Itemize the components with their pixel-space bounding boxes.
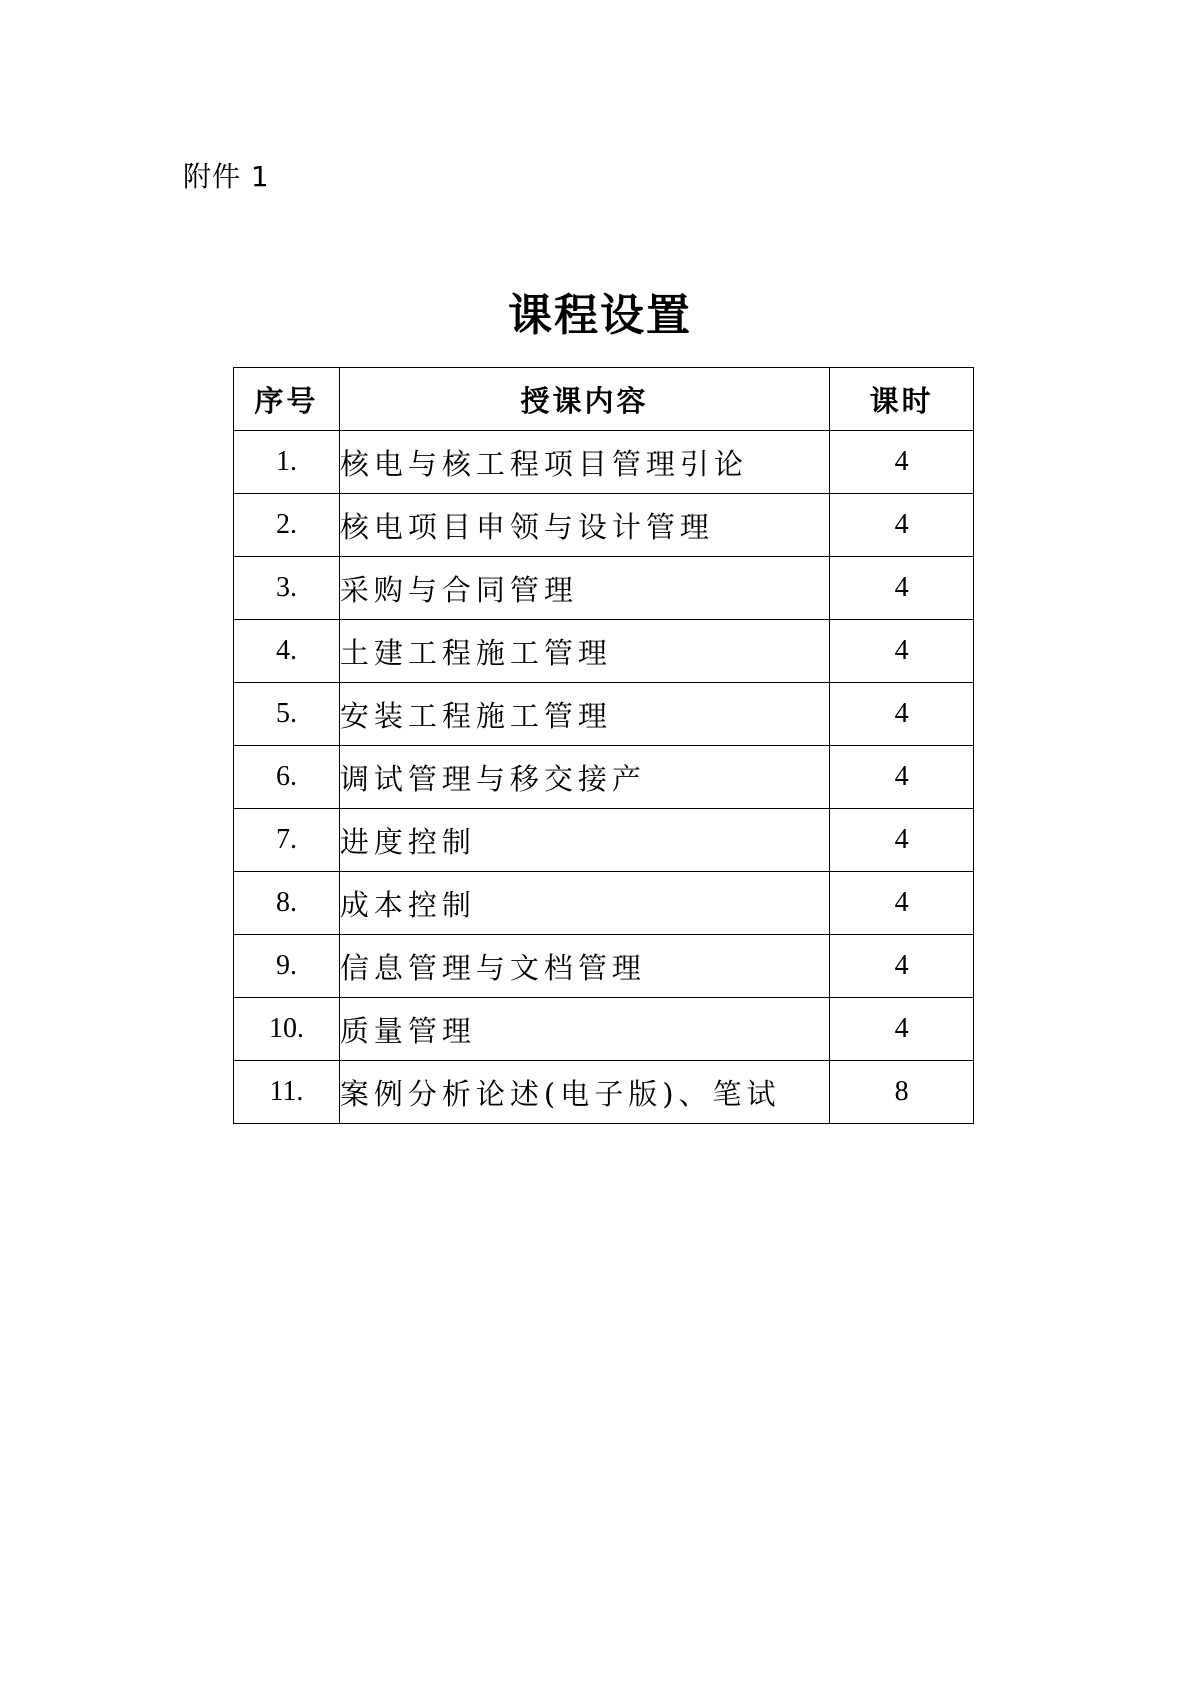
row-content: 土建工程施工管理 (339, 620, 829, 683)
row-index: 9. (234, 935, 340, 998)
header-index: 序号 (234, 368, 340, 431)
row-content: 进度控制 (339, 809, 829, 872)
attachment-label: 附件 1 (183, 160, 270, 193)
table-row (234, 494, 974, 557)
row-index: 3. (234, 557, 340, 620)
table-row (234, 935, 974, 998)
row-index: 2. (234, 494, 340, 557)
row-content: 调试管理与移交接产 (339, 746, 829, 809)
header-content: 授课内容 (339, 368, 829, 431)
row-index: 4. (234, 620, 340, 683)
row-hours: 4 (830, 746, 974, 809)
table-row (234, 1061, 974, 1124)
page-title: 课程设置 (508, 290, 692, 341)
table-row (234, 746, 974, 809)
row-content: 核电与核工程项目管理引论 (339, 431, 829, 494)
row-hours: 4 (830, 998, 974, 1061)
row-content: 成本控制 (339, 872, 829, 935)
row-index: 10. (234, 998, 340, 1061)
row-content: 质量管理 (339, 998, 829, 1061)
table-row (234, 557, 974, 620)
table-row (234, 998, 974, 1061)
row-index: 6. (234, 746, 340, 809)
row-hours: 4 (830, 872, 974, 935)
row-index: 8. (234, 872, 340, 935)
row-hours: 4 (830, 935, 974, 998)
table-row (234, 872, 974, 935)
row-content: 案例分析论述(电子版)、笔试 (339, 1061, 829, 1124)
row-hours: 4 (830, 557, 974, 620)
row-hours: 8 (830, 1061, 974, 1124)
table-row (234, 809, 974, 872)
row-hours: 4 (830, 683, 974, 746)
row-index: 7. (234, 809, 340, 872)
row-content: 安装工程施工管理 (339, 683, 829, 746)
row-index: 11. (234, 1061, 340, 1124)
row-index: 1. (234, 431, 340, 494)
table-row (234, 683, 974, 746)
table-row (234, 431, 974, 494)
table-header-row (234, 368, 974, 431)
header-hours: 课时 (830, 368, 974, 431)
row-hours: 4 (830, 431, 974, 494)
table-row (234, 620, 974, 683)
course-table (233, 367, 974, 1124)
row-hours: 4 (830, 620, 974, 683)
row-content: 信息管理与文档管理 (339, 935, 829, 998)
row-hours: 4 (830, 494, 974, 557)
row-index: 5. (234, 683, 340, 746)
row-content: 核电项目申领与设计管理 (339, 494, 829, 557)
row-hours: 4 (830, 809, 974, 872)
row-content: 采购与合同管理 (339, 557, 829, 620)
